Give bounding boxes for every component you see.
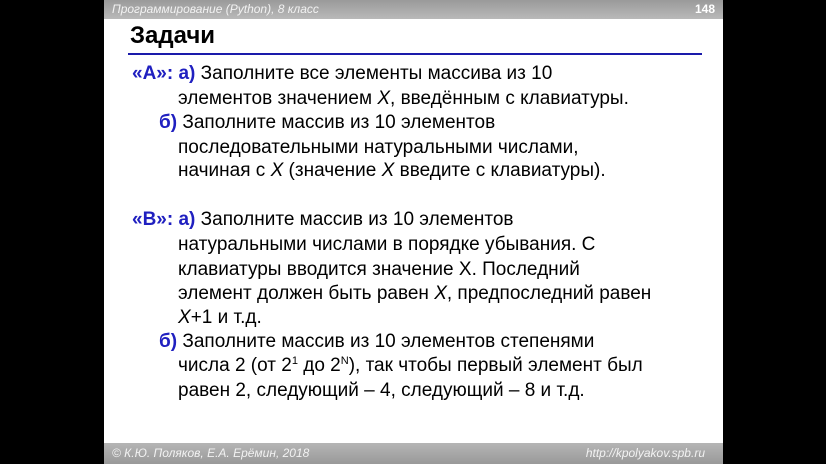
task-a-line-4 [178,137,578,159]
task-a-part-a-text: Заполните все элементы массива из 10 [200,63,553,84]
variable-x: X [381,160,395,181]
task-b-line-7 [178,355,643,377]
task-a-part-b-label: б) [159,112,178,133]
text-segment: введите с клавиатуры). [399,160,606,181]
text-segment: клавиатуры вводится значение X. Последний [178,259,580,280]
variable-x: X [434,283,447,304]
slide-title: Задачи [130,22,216,49]
task-b-line-5 [178,307,262,329]
text-segment: Заполните массив из 10 элементов степенями [182,331,595,352]
text-segment: Заполните массив из 10 элементов [200,209,514,230]
footer-bar [104,443,723,464]
task-a-line-5 [178,160,606,182]
task-a-line-1 [132,63,552,85]
variable-x: X [270,160,284,181]
superscript: 1 [291,355,298,367]
text-segment: элементов значением [178,88,373,109]
task-list [104,0,723,464]
text-segment: Заполните массив из 10 элементов [182,112,496,133]
course-title: Программирование (Python), 8 класс [112,2,319,16]
text-segment: последовательными натуральными числами, [178,137,579,158]
task-a-line-2 [178,88,629,110]
text-segment: начиная с [178,160,266,181]
variable-x: X [178,307,191,328]
task-b-line-2 [178,234,595,256]
slide [104,0,723,464]
task-b-line-4 [178,283,651,305]
text-segment: до 2 [303,355,341,376]
task-b-line-8 [178,380,585,402]
text-segment: равен 2, следующий – 4, следующий – 8 и т.д. [178,380,585,401]
text-segment: , предпоследний равен [446,283,652,304]
copyright: © К.Ю. Поляков, Е.А. Ерёмин, 2018 [112,446,310,460]
text-segment: +1 и т.д. [190,307,262,328]
task-b-line-6 [159,331,594,353]
task-a-part-a-label: а) [178,63,196,84]
task-a-line-3 [159,112,495,134]
text-segment: числа 2 (от 2 [178,355,292,376]
variable-x: X [377,88,391,109]
task-b-label: «B»: [132,209,174,230]
text-segment: (значение [288,160,377,181]
task-b-part-a-label: а) [178,209,196,230]
text-segment: , введённым с клавиатуры. [390,88,629,109]
footer-url: http://kpolyakov.spb.ru [585,446,705,460]
task-b-line-3 [178,259,580,281]
task-b-part-b-label: б) [159,331,178,352]
text-segment: натуральными числами в порядке убывания. С [178,234,596,255]
superscript: N [340,355,349,367]
task-a-label: «A»: [132,63,174,84]
page-number: 148 [694,2,715,16]
text-segment: элемент должен быть равен [178,283,429,304]
task-b-line-1 [132,209,514,231]
text-segment: ), так чтобы первый элемент был [348,355,643,376]
